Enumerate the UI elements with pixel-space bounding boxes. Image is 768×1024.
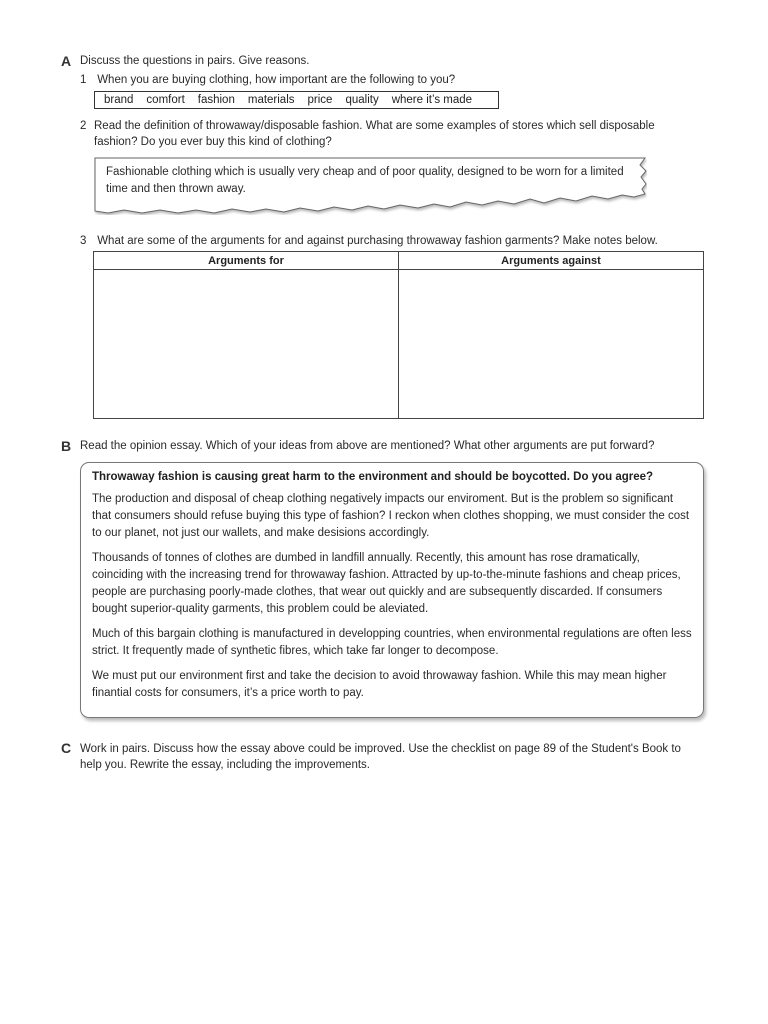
word-box [94,91,499,109]
essay-paragraph-3: Much of this bargain clothing is manufactured in developping countries, when environmental regulations are often less strict. It frequently made of synthetic fibres, which take far longer to decompose. [92,628,692,657]
section-a-letter: A [61,53,72,69]
section-c-instructions [80,741,681,773]
word-quality: quality [345,94,379,106]
essay-paragraph-2: Thousands of tonnes of clothes are dumbed in landfill annually. Recently, this amount has rose dramatically, coinciding with the increasing trend for throwaway fashion. Attracted by up-to-the-minute fashions and cheap prices, people are purchasing poorly-made clothes, that wear out quickly and are subsequently discarded. If consumers bought superior-quality garments, this problem could be aleviated. [92,552,681,615]
section-c-line1: Work in pairs. Discuss how the essay above could be improved. Use the checklist on page 89 of the Student's Book to [80,743,681,755]
arguments-for-header: Arguments for [94,252,399,270]
word-materials: materials [247,94,295,106]
arguments-for-notes-cell[interactable] [94,270,399,419]
arguments-against-header: Arguments against [399,252,704,270]
question-2-line1: Read the definition of throwaway/disposable fashion. What are some examples of stores which sell disposable [94,120,655,132]
essay-paragraph-4: We must put our environment first and take the decision to avoid throwaway fashion. While this may mean higher finantial costs for consumers, it’s a price worth to pay. [92,670,667,699]
definition-text: Fashionable clothing which is usually very cheap and of poor quality, designed to be worn for a limited time and then thrown away. [106,166,624,195]
section-a-heading: Discuss the questions in pairs. Give reasons. [80,55,310,67]
section-b-letter: B [61,438,72,454]
essay-paragraph-1: The production and disposal of cheap clothing negatively impacts our enviroment. But is the problem so significant that consumers should refuse buying this type of fashion? I reckon when clothes shopping, we must consider the cost to our planet, not just our wallets, and make desisions accordingly. [92,493,690,539]
question-3-number: 3 [80,235,87,247]
definition-box [94,157,647,215]
question-3 [80,233,658,249]
section-b-heading: Read the opinion essay. Which of your ideas from above are mentioned? What other arguments are put forward? [80,440,655,452]
question-1 [80,72,455,88]
word-brand: brand [104,94,134,106]
question-1-text: When you are buying clothing, how important are the following to you? [97,74,456,86]
essay-title: Throwaway fashion is causing great harm to the environment and should be boycotted. Do you agree? [92,471,654,483]
arguments-against-notes-cell[interactable] [399,270,704,419]
section-c-line2: help you. Rewrite the essay, including the improvements. [80,759,370,771]
section-c-letter: C [61,740,72,756]
question-2-line2: fashion? Do you ever buy this kind of clothing? [94,136,332,148]
opinion-essay-box [80,462,704,718]
question-1-number: 1 [80,74,87,86]
word-fashion: fashion [197,94,235,106]
question-2 [80,118,655,150]
arguments-table [93,251,704,419]
word-price: price [307,94,333,106]
word-where-made: where it’s made [391,94,473,106]
word-comfort: comfort [146,94,185,106]
question-2-number: 2 [80,120,87,132]
question-3-text: What are some of the arguments for and against purchasing throwaway fashion garments? Make notes below. [97,235,658,247]
